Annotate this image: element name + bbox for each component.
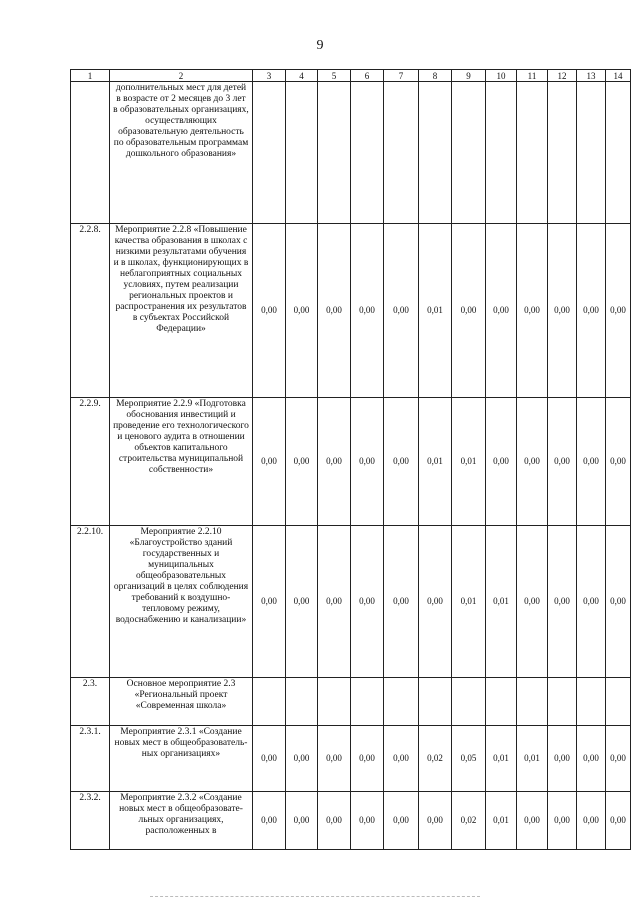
row-description: Мероприятие 2.2.8 «Повышение качества образования в школах с низкими результатами обучения и в школах, функционирующих в неблагоприятных социальных условиях, путем реализации региональных проектов и распространения их результатов в субъектах Российской Федерации»: [110, 224, 253, 398]
value-cell: [486, 82, 517, 224]
row-description: дополнительных мест для детей в возрасте от 2 месяцев до 3 лет в образовательных организациях, осуществляющих образовательную деятельность по образовательным программам дошкольного образования»: [110, 82, 253, 224]
value-cell: 0,00: [351, 726, 384, 792]
value-cell: 0,01: [486, 792, 517, 850]
page-number: 9: [316, 38, 324, 53]
header-row: [71, 70, 631, 82]
value-cell: 0,00: [253, 526, 286, 678]
table-row: [71, 526, 631, 678]
value-cell: 0,00: [486, 224, 517, 398]
value-cell: [452, 82, 486, 224]
row-code: 2.3.: [71, 678, 110, 726]
column-header: 5: [318, 70, 351, 82]
value-cell: 0,00: [548, 526, 577, 678]
value-cell: 0,00: [253, 726, 286, 792]
value-cell: 0,00: [351, 792, 384, 850]
value-cell: 0,00: [577, 398, 606, 526]
column-header: 13: [577, 70, 606, 82]
table-row: [71, 726, 631, 792]
table-row: [71, 224, 631, 398]
value-cell: [419, 678, 452, 726]
value-cell: [351, 678, 384, 726]
value-cell: [577, 678, 606, 726]
row-description: Мероприятие 2.2.9 «Подготовка обоснования инвестиций и проведение его технологического и ценового аудита в отношении объектов капитального строительства муниципальной собственности»: [110, 398, 253, 526]
value-cell: 0,00: [351, 398, 384, 526]
value-cell: 0,00: [606, 726, 631, 792]
row-code: 2.2.8.: [71, 224, 110, 398]
table-row: [71, 792, 631, 850]
value-cell: 0,01: [419, 398, 452, 526]
column-header: 12: [548, 70, 577, 82]
row-code: 2.3.1.: [71, 726, 110, 792]
value-cell: 0,00: [517, 398, 548, 526]
value-cell: 0,01: [452, 398, 486, 526]
value-cell: [517, 82, 548, 224]
value-cell: 0,00: [351, 526, 384, 678]
value-cell: 0,00: [318, 398, 351, 526]
value-cell: [606, 82, 631, 224]
table-body: [71, 82, 631, 850]
budget-table: [70, 69, 631, 850]
row-code: 2.3.2.: [71, 792, 110, 850]
value-cell: 0,00: [577, 224, 606, 398]
value-cell: 0,00: [548, 792, 577, 850]
column-header: 1: [71, 70, 110, 82]
table-row: [71, 82, 631, 224]
value-cell: 0,02: [419, 726, 452, 792]
value-cell: 0,00: [486, 398, 517, 526]
value-cell: 0,00: [318, 526, 351, 678]
table-row: [71, 398, 631, 526]
value-cell: 0,00: [548, 726, 577, 792]
value-cell: [318, 678, 351, 726]
value-cell: 0,02: [452, 792, 486, 850]
value-cell: [517, 678, 548, 726]
value-cell: 0,00: [517, 526, 548, 678]
value-cell: 0,00: [286, 398, 318, 526]
value-cell: 0,00: [318, 224, 351, 398]
value-cell: [486, 678, 517, 726]
value-cell: [253, 82, 286, 224]
value-cell: [606, 678, 631, 726]
row-description: Мероприятие 2.3.1 «Создание новых мест в общеобразователь-ных организациях»: [110, 726, 253, 792]
value-cell: [384, 678, 419, 726]
column-header: 4: [286, 70, 318, 82]
value-cell: 0,00: [286, 224, 318, 398]
row-description: Мероприятие 2.2.10 «Благоустройство зданий государственных и муниципальных общеобразовательных организаций в целях соблюдения требований к воздушно-тепловому режиму, водоснабжению и канализации»: [110, 526, 253, 678]
row-code: 2.2.10.: [71, 526, 110, 678]
column-header: 11: [517, 70, 548, 82]
value-cell: [452, 678, 486, 726]
value-cell: 0,00: [548, 224, 577, 398]
value-cell: 0,00: [384, 792, 419, 850]
value-cell: 0,00: [419, 526, 452, 678]
value-cell: 0,01: [452, 526, 486, 678]
value-cell: 0,00: [286, 526, 318, 678]
value-cell: 0,00: [384, 224, 419, 398]
value-cell: [419, 82, 452, 224]
value-cell: [318, 82, 351, 224]
value-cell: [286, 82, 318, 224]
value-cell: 0,00: [286, 792, 318, 850]
value-cell: 0,05: [452, 726, 486, 792]
value-cell: 0,00: [253, 792, 286, 850]
value-cell: 0,00: [577, 792, 606, 850]
column-header: 14: [606, 70, 631, 82]
value-cell: [548, 678, 577, 726]
row-code: 2.2.9.: [71, 398, 110, 526]
value-cell: 0,00: [606, 792, 631, 850]
value-cell: 0,01: [517, 726, 548, 792]
column-header: 2: [110, 70, 253, 82]
value-cell: [286, 678, 318, 726]
row-code: [71, 82, 110, 224]
row-description: Основное мероприятие 2.3 «Региональный проект «Современная школа»: [110, 678, 253, 726]
value-cell: 0,00: [384, 726, 419, 792]
column-header: 7: [384, 70, 419, 82]
value-cell: 0,00: [452, 224, 486, 398]
value-cell: 0,00: [606, 224, 631, 398]
value-cell: 0,00: [517, 224, 548, 398]
value-cell: 0,00: [577, 726, 606, 792]
value-cell: [253, 678, 286, 726]
column-header: 10: [486, 70, 517, 82]
row-description: Мероприятие 2.3.2 «Создание новых мест в общеобразовате-льных организациях, расположенных в: [110, 792, 253, 850]
value-cell: 0,00: [286, 726, 318, 792]
value-cell: 0,00: [419, 792, 452, 850]
column-header: 9: [452, 70, 486, 82]
value-cell: 0,00: [606, 526, 631, 678]
value-cell: 0,00: [548, 398, 577, 526]
value-cell: [577, 82, 606, 224]
value-cell: 0,01: [419, 224, 452, 398]
value-cell: [548, 82, 577, 224]
column-header: 6: [351, 70, 384, 82]
value-cell: 0,00: [253, 224, 286, 398]
column-header: 8: [419, 70, 452, 82]
value-cell: [351, 82, 384, 224]
value-cell: 0,00: [577, 526, 606, 678]
value-cell: 0,00: [253, 398, 286, 526]
value-cell: 0,00: [606, 398, 631, 526]
value-cell: 0,00: [517, 792, 548, 850]
value-cell: 0,00: [351, 224, 384, 398]
value-cell: 0,00: [384, 398, 419, 526]
table-row: [71, 678, 631, 726]
value-cell: 0,00: [318, 792, 351, 850]
column-header: 3: [253, 70, 286, 82]
page-bottom-artifact: [150, 896, 480, 900]
value-cell: [384, 82, 419, 224]
value-cell: 0,01: [486, 526, 517, 678]
value-cell: 0,01: [486, 726, 517, 792]
value-cell: 0,00: [384, 526, 419, 678]
value-cell: 0,00: [318, 726, 351, 792]
